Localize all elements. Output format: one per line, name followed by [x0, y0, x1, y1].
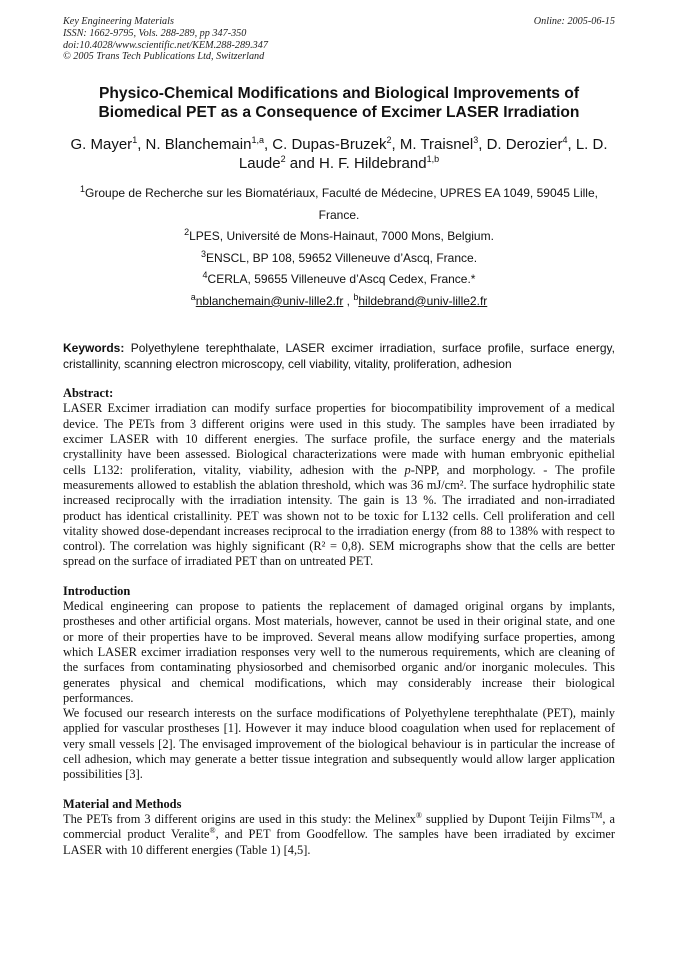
- keywords-label: Keywords:: [63, 341, 125, 356]
- abstract-heading: Abstract:: [63, 386, 114, 401]
- introduction-paragraph-1: Medical engineering can propose to patients the replacement of damaged original organs by implants, prostheses and other artificial organs. Most materials, however, cannot be used in their original state, and one or more of their properties have to be improved. Several means allow modifying surface properties, among which LASER excimer irradiation responses very well to the numerous requirements, which are cleaning of the surfaces from contaminating physiosorbed and chemisorbed organic and/or inorganic molecules. This generates physical and chemical modifications, which may considerably increase their biological performances.: [63, 599, 615, 705]
- keywords: [63, 341, 615, 372]
- affiliation: $^3$ENSCL, BP 108, 59652 Villeneuve d’Ascq, France.: [200, 248, 478, 265]
- journal-name: Key Engineering Materials: [63, 16, 174, 27]
- author: M. Traisnel$^3$,: [399, 135, 487, 154]
- email-line: $^a$nblanchemain@univ-lille2.fr , $^b$hildebrand@univ-lille2.fr: [190, 291, 488, 308]
- email-link-b[interactable]: hildebrand@univ-lille2.fr: [358, 293, 488, 308]
- email-link-a[interactable]: nblanchemain@univ-lille2.fr: [195, 293, 344, 308]
- journal-header: [63, 16, 615, 63]
- doi-line: doi:10.4028/www.scientific.net/KEM.288-289.347: [63, 39, 268, 51]
- affiliation: $^4$CERLA, 59655 Villeneuve d’Ascq Cedex, France.*: [202, 270, 476, 287]
- affiliation: $^2$LPES, Université de Mons-Hainaut, 7000 Mons, Belgium.: [184, 227, 494, 244]
- issn-line: ISSN: 1662-9795, Vols. 288-289, pp 347-350: [63, 27, 247, 39]
- affiliation: $^1$Groupe de Recherche sur les Biomatériaux, Faculté de Médecine, UPRES EA 1049, 59045 Lille, France.: [80, 184, 598, 222]
- author: D. Derozier$^4$,: [486, 135, 576, 154]
- author: N. Blanchemain$^{1,a}$,: [145, 135, 273, 154]
- author-list: [63, 135, 615, 173]
- author: C. Dupas-Bruzek$^2$,: [272, 135, 400, 154]
- author: H. F. Hildebrand$^{1,b}$: [319, 154, 440, 173]
- author: G. Mayer$^1$,: [70, 135, 146, 154]
- copyright-line: © 2005 Trans Tech Publications Ltd, Switzerland: [63, 51, 265, 63]
- author: L. D. Laude$^2$ and: [238, 136, 608, 173]
- keywords-text: Polyethylene terephthalate, LASER excimer irradiation, surface profile, surface energy, cristallinity, scanning electron microscopy, cell viability, vitality, proliferation, adhesion: [63, 341, 615, 371]
- introduction-heading: Introduction: [63, 583, 131, 598]
- abstract-paragraph: LASER Excimer irradiation can modify surface properties for biocompatibility improvement of a medical device. The PETs from 3 different origins were used in this study. The samples have been irradiated by excimer LASER with 10 different energies. The surface profile, the surface energy and the materials crystallinity have been assessed. Biological characterizations were made with human embryonic epithelial cells L132: proliferation, vitality, viability, adhesion with the p-NPP, and morphology. - The profile measurements allowed to establish the ablation threshold, which was 36 mJ/cm². The surface hydrophilic state increased reciprocally with the irradiation intensity. The gain is 13 %. The irradiated and non-irradiated product has identical cristallinity. PET was shown not to be toxic for L132 cells. Cell proliferation and cell vitality showed dose-dependant increases reciprocal to the irradiation energy (from 88 to 138% with respect to control). The correlation was highly significant (R² = 0,8). SEM micrographs show that the cells are better spread on the surface of irradiated PET than on untreated PET.: [63, 401, 615, 569]
- introduction-paragraph-2: We focused our research interests on the surface modifications of Polyethylene terephthalate (PET), mainly applied for vascular prostheses [1]. However it may induce blood coagulation when used for replacement of very small vessels [2]. The envisaged improvement of the biological behaviour is in particular the increase of cell adhesion, which may generate a better tissue integration and subsequently would allow larger application possibilities [3].: [63, 706, 615, 782]
- online-date: Online: 2005-06-15: [533, 16, 615, 27]
- paper-title: Physico-Chemical Modifications and Biological Improvements of Biomedical PET as a Consequence of Excimer LASER Irradiation: [98, 85, 580, 122]
- methods-heading: Material and Methods: [63, 796, 182, 811]
- affiliation-list: [63, 183, 615, 312]
- methods-paragraph: The PETs from 3 different origins are used in this study: the Melinex® supplied by Dupont Teijin Films™, a commercial product Veralite®, and PET from Goodfellow. The samples have been irradiated by excimer LASER with 10 different energies (Table 1) [4,5].: [63, 810, 615, 857]
- paper-page: [63, 16, 615, 858]
